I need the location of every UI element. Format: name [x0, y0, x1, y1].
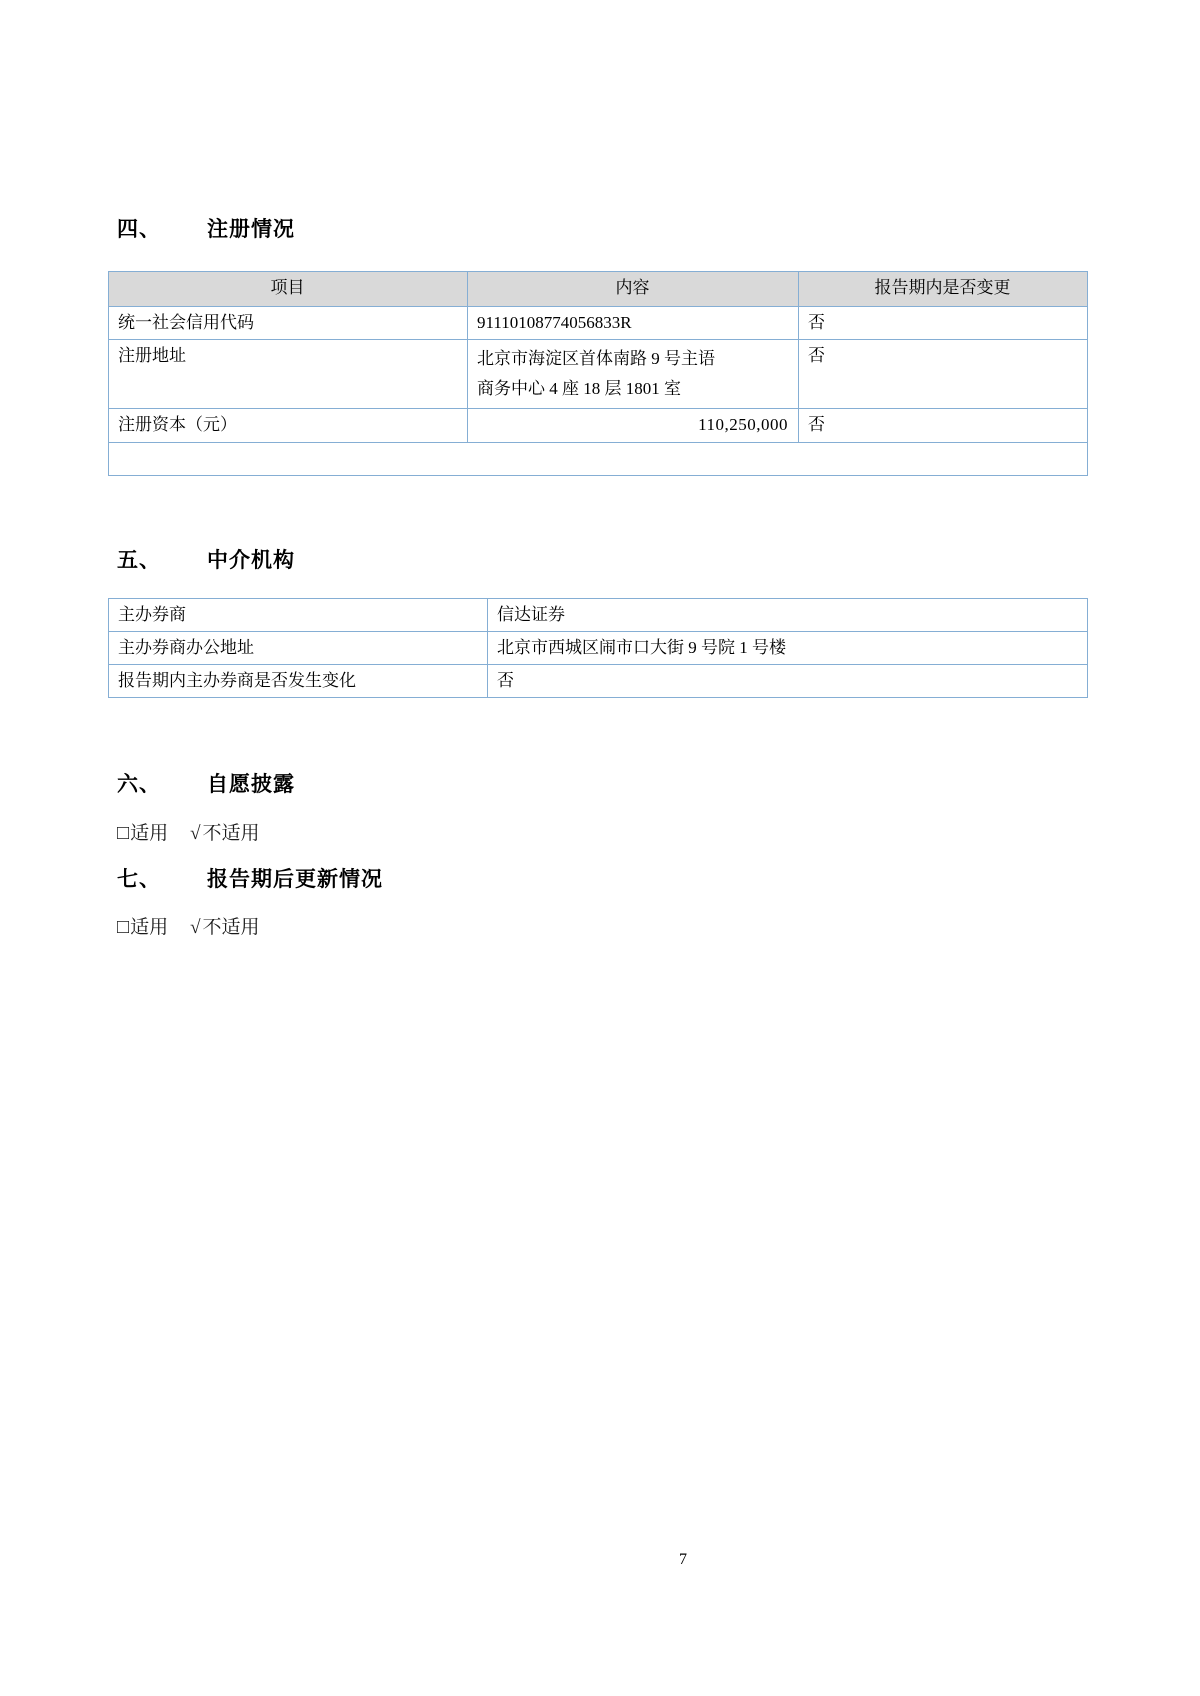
table-row-sponsor-broker [109, 599, 1088, 632]
cell-item: 主办券商办公地址 [109, 632, 488, 665]
registration-table [108, 271, 1088, 476]
section-title: 报告期后更新情况 [207, 867, 383, 891]
cell-value: 信达证券 [488, 599, 1088, 632]
table-row-registered-address [109, 340, 1088, 409]
cell-value: 北京市西城区闹市口大街 9 号院 1 号楼 [488, 632, 1088, 665]
cell-changed: 否 [799, 409, 1088, 443]
table-row-empty [109, 443, 1088, 476]
not-applicable-label: 不适用 [202, 823, 260, 844]
table-row-sponsor-address [109, 632, 1088, 665]
voluntary-disclosure-applicability [117, 821, 260, 846]
cell-item: 注册资本（元） [109, 409, 468, 443]
cell-content: 91110108774056833R [468, 307, 799, 340]
registration-table-header-row [109, 272, 1088, 307]
section-heading-voluntary-disclosure [117, 771, 295, 797]
applicable-label: 适用 [130, 823, 169, 844]
section-number: 五、 [117, 548, 161, 572]
intermediary-table [108, 598, 1088, 698]
section-title: 中介机构 [207, 548, 295, 572]
section-number: 四、 [117, 217, 161, 241]
cell-changed: 否 [799, 307, 1088, 340]
page-number: 7 [679, 1551, 687, 1568]
table-row-credit-code [109, 307, 1088, 340]
column-header-content: 内容 [468, 272, 799, 307]
cell-content: 110,250,000 [468, 409, 799, 443]
post-period-applicability [117, 915, 260, 940]
ballot-box-icon: □ [117, 916, 130, 938]
section-heading-registration [117, 216, 295, 242]
section-number: 七、 [117, 867, 161, 891]
section-title: 自愿披露 [207, 772, 295, 796]
section-title: 注册情况 [207, 217, 295, 241]
check-icon: √ [190, 917, 201, 938]
check-icon: √ [190, 823, 201, 844]
section-heading-post-period-update [117, 866, 383, 892]
column-header-changed: 报告期内是否变更 [799, 272, 1088, 307]
address-line-2: 商务中心 4 座 18 层 1801 室 [477, 379, 681, 398]
cell-item: 注册地址 [109, 340, 468, 409]
cell-changed: 否 [799, 340, 1088, 409]
address-line-1: 北京市海淀区首体南路 9 号主语 [477, 349, 715, 368]
section-number: 六、 [117, 772, 161, 796]
cell-item: 统一社会信用代码 [109, 307, 468, 340]
ballot-box-icon: □ [117, 822, 130, 844]
cell-item: 主办券商 [109, 599, 488, 632]
table-row-registered-capital [109, 409, 1088, 443]
cell-item: 报告期内主办券商是否发生变化 [109, 665, 488, 698]
section-heading-intermediary [117, 547, 295, 573]
empty-cell [109, 443, 1088, 476]
applicable-label: 适用 [130, 917, 169, 938]
column-header-item: 项目 [109, 272, 468, 307]
cell-value: 否 [488, 665, 1088, 698]
table-row-sponsor-changed [109, 665, 1088, 698]
not-applicable-label: 不适用 [202, 917, 260, 938]
cell-content [468, 340, 799, 409]
